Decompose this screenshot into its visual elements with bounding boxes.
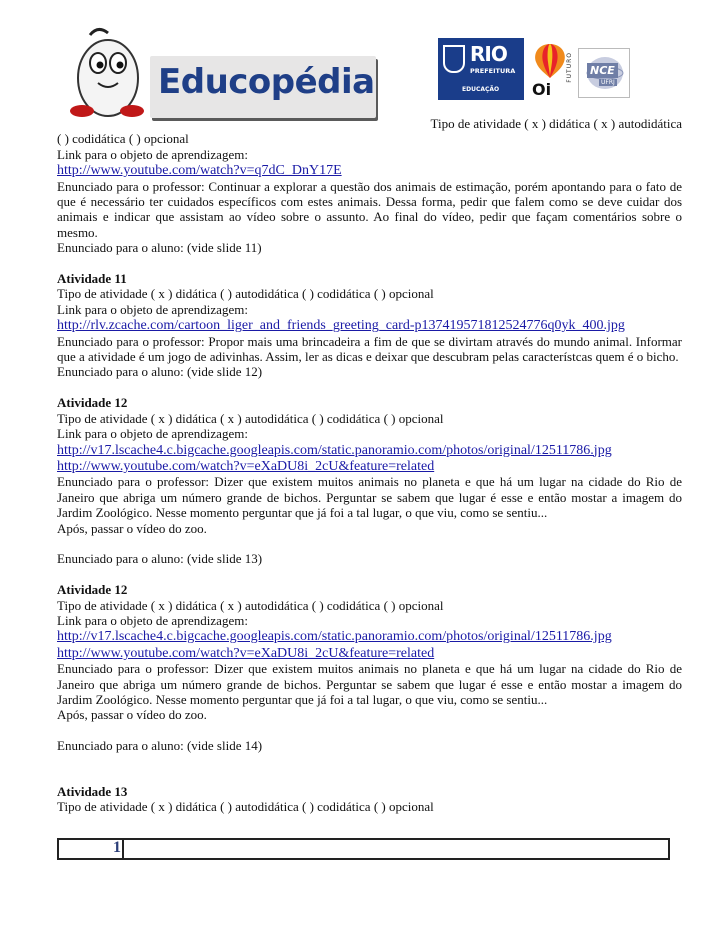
activity-block xyxy=(57,256,682,380)
rio-department: EDUCAÇÃO xyxy=(462,86,500,93)
computer-mouse-mascot-icon xyxy=(68,23,148,119)
student-statement: Enunciado para o aluno: (vide slide 13) xyxy=(57,551,263,567)
activity-title: Atividade 13 xyxy=(57,783,128,799)
oi-label: Oi xyxy=(532,80,552,99)
student-statement: Enunciado para o aluno: (vide slide 11) xyxy=(57,240,262,256)
activity-type-line: Tipo de atividade ( x ) didática ( ) autodidática ( ) codidática ( ) opcional xyxy=(57,798,434,814)
link-label: Link para o objeto de aprendizagem: xyxy=(57,301,248,317)
page-number: 1 xyxy=(113,839,121,856)
learning-object-link[interactable]: http://www.youtube.com/watch?v=q7dC_DnY17E xyxy=(57,163,342,179)
link-label: Link para o objeto de aprendizagem: xyxy=(57,146,248,162)
activity-block xyxy=(57,380,682,567)
prefeitura-rio-logo xyxy=(438,38,524,100)
activity-title: Atividade 12 xyxy=(57,395,128,411)
educopedia-logo xyxy=(58,18,376,122)
teacher-statement: Enunciado para o professor: Propor mais uma brincadeira a fim de que se divirtam através do mundo animal. Informar que a atividade é um jogo de adivinhas. Assim, ler as dicas e deixar que descubram pelas característcas quem é o bicho. xyxy=(57,333,682,365)
learning-object-link[interactable]: http://rlv.zcache.com/cartoon_liger_and_friends_greeting_card-p137419571812524776q0yk_400.jpg xyxy=(57,318,625,334)
rio-subtitle: PREFEITURA xyxy=(470,67,516,75)
learning-object-link[interactable]: http://v17.lscache4.c.bigcache.googleapis.com/static.panoramio.com/photos/original/12511786.jpg xyxy=(57,629,612,645)
rio-title: RIO xyxy=(470,42,507,66)
learning-object-link[interactable]: http://www.youtube.com/watch?v=eXaDU8i_2cU&feature=related xyxy=(57,645,435,661)
rio-crest-icon xyxy=(443,45,465,73)
nce-sub-label: UFRJ xyxy=(601,79,615,86)
slide-number-cell xyxy=(59,840,124,858)
activity-type-line: Tipo de atividade ( x ) didática ( x ) autodidática ( ) codidática ( ) opcional xyxy=(57,410,444,426)
activity-type-line: Tipo de atividade ( x ) didática ( x ) autodidática xyxy=(430,116,682,131)
teacher-statement: Enunciado para o professor: Dizer que existem muitos animais no planeta e que há um lugar na cidade do Rio de Janeiro que abriga um número grande de bichos. Perguntar se sabem que lugar é esse e então mostar a imagem do Jardim Zoológico. Nesse momento perguntar que já foi a tal lugar, o que viu, como se sentiu... xyxy=(57,661,682,707)
learning-object-link[interactable]: http://www.youtube.com/watch?v=eXaDU8i_2cU&feature=related xyxy=(57,458,435,474)
document-body xyxy=(57,116,682,814)
link-label: Link para o objeto de aprendizagem: xyxy=(57,612,248,628)
teacher-extra-note: Após, passar o vídeo do zoo. xyxy=(57,707,207,723)
partner-logos xyxy=(438,38,628,100)
activity-type-line: Tipo de atividade ( x ) didática ( x ) autodidática ( ) codidática ( ) opcional xyxy=(57,597,444,613)
activity-options-line: ( ) codidática ( ) opcional xyxy=(57,131,189,147)
student-statement: Enunciado para o aluno: (vide slide 14) xyxy=(57,738,263,754)
activity-title: Atividade 12 xyxy=(57,582,128,598)
activity-block xyxy=(57,567,682,754)
student-statement: Enunciado para o aluno: (vide slide 12) xyxy=(57,364,263,380)
activity-title: Atividade 11 xyxy=(57,271,127,287)
nce-ufrj-logo xyxy=(578,48,630,98)
brand-wordmark-box xyxy=(150,56,376,118)
link-label: Link para o objeto de aprendizagem: xyxy=(57,426,248,442)
balloon-icon xyxy=(530,42,570,82)
teacher-statement: Enunciado para o professor: Dizer que existem muitos animais no planeta e que há um lugar na cidade do Rio de Janeiro que abriga um número grande de bichos. Perguntar se sabem que lugar é esse e então mostar a imagem do Jardim Zoológico. Nesse momento perguntar que já foi a tal lugar, o que viu, como se sentiu... xyxy=(57,474,682,521)
brand-wordmark: Educopédia xyxy=(158,62,375,102)
teacher-statement: Enunciado para o professor: Continuar a explorar a questão dos animais de estimação, porém apontando para o fato de que é necessário ter cuidados específicos com estes animais. Dessa forma, pedir que falem como se deve cuidar dos animais e indicar que assistam ao vídeo sobre o assunto. Ao final do vídeo, pedir que façam comentários sobre o mesmo. xyxy=(57,178,682,240)
nce-label: NCE xyxy=(587,63,618,78)
teacher-extra-note: Após, passar o vídeo do zoo. xyxy=(57,520,207,536)
slide-number-box xyxy=(57,838,670,860)
learning-object-link[interactable]: http://v17.lscache4.c.bigcache.googleapis.com/static.panoramio.com/photos/original/12511786.jpg xyxy=(57,442,612,458)
activity-type-line: Tipo de atividade ( x ) didática ( ) autodidática ( ) codidática ( ) opcional xyxy=(57,286,434,302)
futuro-label: FUTURO xyxy=(566,52,573,83)
